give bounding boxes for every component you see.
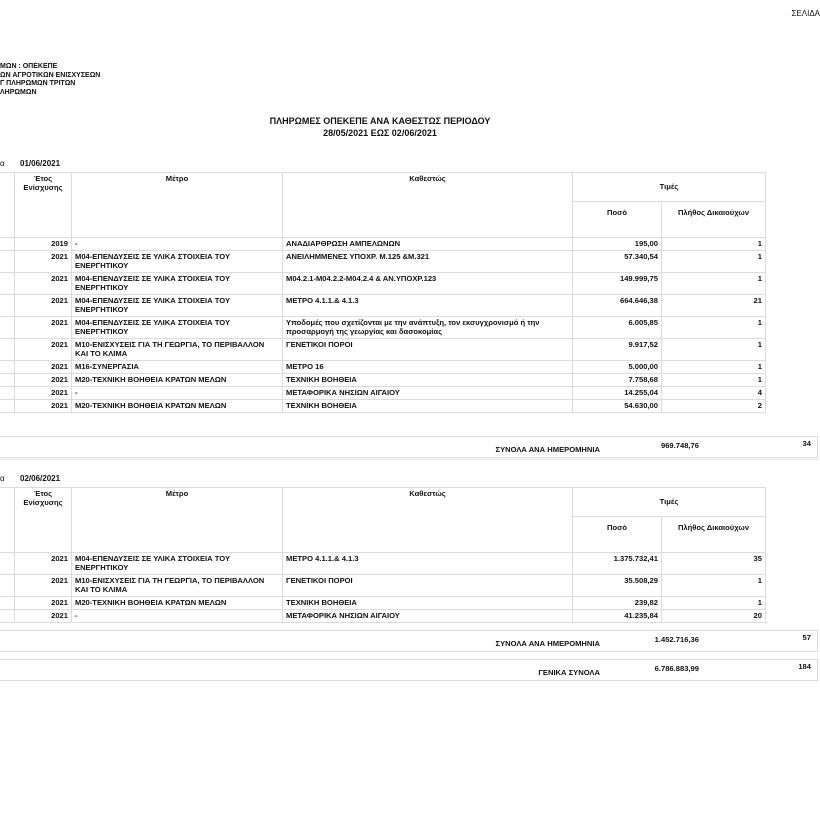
divider bbox=[0, 459, 820, 460]
total-label: ΣΥΝΟΛΑ ΑΝΑ ΗΜΕΡΟΜΗΝΙΑ bbox=[495, 639, 600, 648]
cell-kathestos: ΜΕΤΡΟ 4.1.1.& 4.1.3 bbox=[283, 295, 573, 317]
cell-blank bbox=[0, 553, 15, 575]
cell-kathestos: Μ04.2.1-Μ04.2.2-Μ04.2.4 & ΑΝ.ΥΠΟΧΡ.123 bbox=[283, 273, 573, 295]
cell-year: 2021 bbox=[15, 273, 72, 295]
cell-kathestos: ΓΕΝΕΤΙΚΟΙ ΠΟΡΟΙ bbox=[283, 339, 573, 361]
cell-plithos: 4 bbox=[662, 387, 766, 400]
cell-poso: 41.235,84 bbox=[573, 610, 662, 623]
cell-poso: 664.646,38 bbox=[573, 295, 662, 317]
section-date-header bbox=[0, 159, 200, 169]
cell-poso: 195,00 bbox=[573, 238, 662, 251]
cell-plithos: 20 bbox=[662, 610, 766, 623]
org-line: ΩΝ ΑΓΡΟΤΙΚΩΝ ΕΝΙΣΧΥΣΕΩΝ bbox=[0, 71, 101, 79]
section-total-row bbox=[0, 436, 818, 458]
payments-table-01-06-2021 bbox=[0, 172, 766, 413]
cell-metro: Μ10-ΕΝΙΣΧΥΣΕΙΣ ΓΙΑ ΤΗ ΓΕΩΡΓΙΑ, ΤΟ ΠΕΡΙΒΑΛΛΟΝ ΚΑΙ ΤΟ ΚΛΙΜΑ bbox=[72, 575, 283, 597]
table-row bbox=[0, 575, 766, 597]
cell-metro: Μ20-ΤΕΧΝΙΚΗ ΒΟΗΘΕΙΑ ΚΡΑΤΩΝ ΜΕΛΩΝ bbox=[72, 400, 283, 413]
cell-year: 2019 bbox=[15, 238, 72, 251]
blank-header bbox=[0, 173, 15, 238]
page-label: ΣΕΛΙΔΑ bbox=[791, 9, 820, 18]
table-row bbox=[0, 251, 766, 273]
table-row bbox=[0, 400, 766, 413]
cell-plithos: 1 bbox=[662, 317, 766, 339]
grand-total-label: ΓΕΝΙΚΑ ΣΥΝΟΛΑ bbox=[538, 668, 600, 677]
cell-metro: Μ04-ΕΠΕΝΔΥΣΕΙΣ ΣΕ ΥΛΙΚΑ ΣΤΟΙΧΕΙΑ ΤΟΥ ΕΝΕΡΓΗΤΙΚΟΥ bbox=[72, 295, 283, 317]
cell-blank bbox=[0, 339, 15, 361]
cell-metro: - bbox=[72, 238, 283, 251]
column-header-plithos: Πλήθος Δικαιούχων bbox=[662, 202, 766, 238]
cell-blank bbox=[0, 317, 15, 339]
table-row bbox=[0, 339, 766, 361]
cell-plithos: 21 bbox=[662, 295, 766, 317]
cell-metro: Μ20-ΤΕΧΝΙΚΗ ΒΟΗΘΕΙΑ ΚΡΑΤΩΝ ΜΕΛΩΝ bbox=[72, 374, 283, 387]
section-date: 02/06/2021 bbox=[20, 474, 61, 483]
org-line: Γ ΠΛΗΡΩΜΩΝ ΤΡΙΤΩΝ bbox=[0, 80, 76, 87]
grand-total-count: 184 bbox=[798, 662, 811, 671]
date-label: α bbox=[0, 474, 5, 483]
cell-metro: - bbox=[72, 610, 283, 623]
column-header-metro: Μέτρο bbox=[72, 173, 283, 238]
cell-poso: 9.917,52 bbox=[573, 339, 662, 361]
table-row bbox=[0, 238, 766, 251]
column-header-poso: Ποσό bbox=[573, 517, 662, 553]
grand-total-row bbox=[0, 659, 818, 681]
cell-blank bbox=[0, 273, 15, 295]
report-title-block bbox=[0, 115, 760, 139]
section-date: 01/06/2021 bbox=[20, 159, 61, 168]
cell-year: 2021 bbox=[15, 295, 72, 317]
column-header-kathestos: Καθεστώς bbox=[283, 173, 573, 238]
cell-blank bbox=[0, 400, 15, 413]
cell-kathestos: ΜΕΤΑΦΟΡΙΚΑ ΝΗΣΙΩΝ ΑΙΓΑΙΟΥ bbox=[283, 387, 573, 400]
cell-metro: - bbox=[72, 387, 283, 400]
cell-year: 2021 bbox=[15, 553, 72, 575]
cell-year: 2021 bbox=[15, 374, 72, 387]
cell-poso: 239,82 bbox=[573, 597, 662, 610]
organization-header bbox=[0, 63, 100, 97]
cell-kathestos: ΜΕΤΡΟ 4.1.1.& 4.1.3 bbox=[283, 553, 573, 575]
column-header-year: Έτος Ενίσχυσης bbox=[15, 173, 72, 238]
cell-blank bbox=[0, 361, 15, 374]
cell-kathestos: ΑΝΕΙΛΗΜΜΕΝΕΣ ΥΠΟΧΡ. Μ.125 &Μ.321 bbox=[283, 251, 573, 273]
total-count: 34 bbox=[802, 439, 811, 448]
table-row bbox=[0, 273, 766, 295]
cell-poso: 14.255,04 bbox=[573, 387, 662, 400]
cell-blank bbox=[0, 610, 15, 623]
cell-year: 2021 bbox=[15, 251, 72, 273]
cell-year: 2021 bbox=[15, 317, 72, 339]
table-row bbox=[0, 374, 766, 387]
column-header-times: Τιμές bbox=[573, 173, 766, 202]
cell-kathestos: ΤΕΧΝΙΚΗ ΒΟΗΘΕΙΑ bbox=[283, 597, 573, 610]
cell-blank bbox=[0, 251, 15, 273]
cell-plithos: 1 bbox=[662, 339, 766, 361]
org-line: ΜΩΝ : ΟΠΕΚΕΠΕ bbox=[0, 63, 58, 70]
table-row bbox=[0, 317, 766, 339]
section-date-header bbox=[0, 474, 200, 484]
cell-metro: Μ04-ΕΠΕΝΔΥΣΕΙΣ ΣΕ ΥΛΙΚΑ ΣΤΟΙΧΕΙΑ ΤΟΥ ΕΝΕΡΓΗΤΙΚΟΥ bbox=[72, 251, 283, 273]
column-header-kathestos: Καθεστώς bbox=[283, 488, 573, 553]
grand-total-amount: 6.786.883,99 bbox=[654, 664, 699, 673]
table-row bbox=[0, 610, 766, 623]
cell-year: 2021 bbox=[15, 610, 72, 623]
cell-kathestos: ΜΕΤΑΦΟΡΙΚΑ ΝΗΣΙΩΝ ΑΙΓΑΙΟΥ bbox=[283, 610, 573, 623]
cell-metro: Μ04-ΕΠΕΝΔΥΣΕΙΣ ΣΕ ΥΛΙΚΑ ΣΤΟΙΧΕΙΑ ΤΟΥ ΕΝΕΡΓΗΤΙΚΟΥ bbox=[72, 553, 283, 575]
total-count: 57 bbox=[802, 633, 811, 642]
cell-kathestos: ΤΕΧΝΙΚΗ ΒΟΗΘΕΙΑ bbox=[283, 374, 573, 387]
table-row bbox=[0, 387, 766, 400]
cell-plithos: 1 bbox=[662, 238, 766, 251]
cell-poso: 149.999,75 bbox=[573, 273, 662, 295]
cell-poso: 6.005,85 bbox=[573, 317, 662, 339]
cell-poso: 7.758,68 bbox=[573, 374, 662, 387]
cell-poso: 5.000,00 bbox=[573, 361, 662, 374]
cell-metro: Μ20-ΤΕΧΝΙΚΗ ΒΟΗΘΕΙΑ ΚΡΑΤΩΝ ΜΕΛΩΝ bbox=[72, 597, 283, 610]
blank-header bbox=[0, 488, 15, 553]
report-title: ΠΛΗΡΩΜΕΣ ΟΠΕΚΕΠΕ ΑΝΑ ΚΑΘΕΣΤΩΣ ΠΕΡΙΟΔΟΥ bbox=[269, 116, 491, 126]
column-header-year: Έτος Ενίσχυσης bbox=[15, 488, 72, 553]
total-amount: 969.748,76 bbox=[660, 441, 699, 450]
cell-poso: 54.630,00 bbox=[573, 400, 662, 413]
cell-plithos: 1 bbox=[662, 273, 766, 295]
total-label: ΣΥΝΟΛΑ ΑΝΑ ΗΜΕΡΟΜΗΝΙΑ bbox=[495, 445, 600, 454]
cell-plithos: 1 bbox=[662, 361, 766, 374]
cell-year: 2021 bbox=[15, 339, 72, 361]
cell-blank bbox=[0, 387, 15, 400]
total-amount: 1.452.716,36 bbox=[654, 635, 699, 644]
cell-blank bbox=[0, 238, 15, 251]
cell-year: 2021 bbox=[15, 361, 72, 374]
cell-kathestos: Υποδομές που σχετίζονται με την ανάπτυξη, τον εκσυγχρονισμό ή την προσαρμογή της γεωργίας και δασοκομίας bbox=[283, 317, 573, 339]
cell-plithos: 2 bbox=[662, 400, 766, 413]
cell-plithos: 1 bbox=[662, 575, 766, 597]
cell-poso: 57.340,54 bbox=[573, 251, 662, 273]
cell-metro: Μ10-ΕΝΙΣΧΥΣΕΙΣ ΓΙΑ ΤΗ ΓΕΩΡΓΙΑ, ΤΟ ΠΕΡΙΒΑΛΛΟΝ ΚΑΙ ΤΟ ΚΛΙΜΑ bbox=[72, 339, 283, 361]
cell-plithos: 1 bbox=[662, 374, 766, 387]
cell-plithos: 1 bbox=[662, 597, 766, 610]
cell-kathestos: ΜΕΤΡΟ 16 bbox=[283, 361, 573, 374]
cell-kathestos: ΤΕΧΝΙΚΗ ΒΟΗΘΕΙΑ bbox=[283, 400, 573, 413]
cell-poso: 1.375.732,41 bbox=[573, 553, 662, 575]
table-row bbox=[0, 597, 766, 610]
column-header-plithos: Πλήθος Δικαιούχων bbox=[662, 517, 766, 553]
cell-blank bbox=[0, 575, 15, 597]
date-label: α bbox=[0, 159, 5, 168]
cell-blank bbox=[0, 374, 15, 387]
cell-year: 2021 bbox=[15, 400, 72, 413]
cell-plithos: 35 bbox=[662, 553, 766, 575]
cell-metro: Μ16-ΣΥΝΕΡΓΑΣΙΑ bbox=[72, 361, 283, 374]
cell-poso: 35.508,29 bbox=[573, 575, 662, 597]
cell-kathestos: ΓΕΝΕΤΙΚΟΙ ΠΟΡΟΙ bbox=[283, 575, 573, 597]
column-header-metro: Μέτρο bbox=[72, 488, 283, 553]
table-row bbox=[0, 295, 766, 317]
cell-year: 2021 bbox=[15, 597, 72, 610]
report-period: 28/05/2021 ΕΩΣ 02/06/2021 bbox=[323, 128, 437, 138]
column-header-poso: Ποσό bbox=[573, 202, 662, 238]
cell-metro: Μ04-ΕΠΕΝΔΥΣΕΙΣ ΣΕ ΥΛΙΚΑ ΣΤΟΙΧΕΙΑ ΤΟΥ ΕΝΕΡΓΗΤΙΚΟΥ bbox=[72, 273, 283, 295]
table-row bbox=[0, 361, 766, 374]
cell-kathestos: ΑΝΑΔΙΑΡΘΡΩΣΗ ΑΜΠΕΛΩΝΩΝ bbox=[283, 238, 573, 251]
org-line: ΛΗΡΩΜΩΝ bbox=[0, 88, 37, 96]
cell-blank bbox=[0, 295, 15, 317]
section-total-row bbox=[0, 630, 818, 652]
cell-year: 2021 bbox=[15, 387, 72, 400]
cell-metro: Μ04-ΕΠΕΝΔΥΣΕΙΣ ΣΕ ΥΛΙΚΑ ΣΤΟΙΧΕΙΑ ΤΟΥ ΕΝΕΡΓΗΤΙΚΟΥ bbox=[72, 317, 283, 339]
cell-plithos: 1 bbox=[662, 251, 766, 273]
cell-blank bbox=[0, 597, 15, 610]
payments-table-02-06-2021 bbox=[0, 487, 766, 623]
table-row bbox=[0, 553, 766, 575]
cell-year: 2021 bbox=[15, 575, 72, 597]
column-header-times: Τιμές bbox=[573, 488, 766, 517]
